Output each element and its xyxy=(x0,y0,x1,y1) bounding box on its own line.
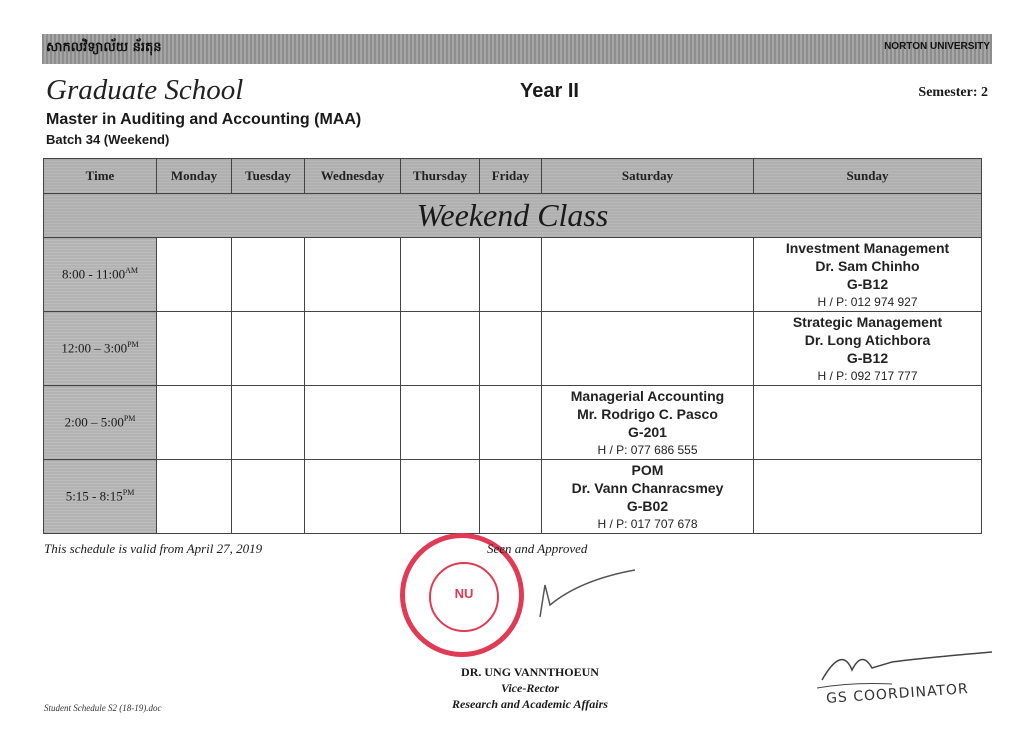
empty-cell xyxy=(232,386,305,460)
lecturer: Mr. Rodrigo C. Pasco xyxy=(577,406,718,422)
phone: H / P: 077 686 555 xyxy=(597,443,698,457)
room: G-B12 xyxy=(846,276,889,292)
course-name: Investment Management xyxy=(785,240,950,256)
time-cell: 12:00 – $3:00^{PM}$ xyxy=(44,312,157,386)
empty-cell xyxy=(232,238,305,312)
empty-cell xyxy=(401,238,480,312)
time-cell: 2:00 – $5:00^{PM}$ xyxy=(44,386,157,460)
header-row xyxy=(44,159,982,194)
course-name: Strategic Management xyxy=(792,314,943,330)
signer-block xyxy=(440,664,620,712)
empty-cell xyxy=(480,238,542,312)
university-name: NORTON UNIVERSITY xyxy=(884,41,990,52)
empty-cell xyxy=(480,312,542,386)
col-wednesday: Wednesday xyxy=(305,159,401,194)
schedule-table xyxy=(43,158,982,534)
col-thursday: Thursday xyxy=(401,159,480,194)
lecturer: Dr. Sam Chinho xyxy=(815,258,920,274)
phone: H / P: 012 974 927 xyxy=(817,295,918,309)
col-monday: Monday xyxy=(157,159,232,194)
course-name: Managerial Accounting xyxy=(570,388,725,404)
table-row xyxy=(44,460,982,534)
empty-cell xyxy=(157,238,232,312)
course-cell xyxy=(754,312,982,386)
empty-cell xyxy=(232,312,305,386)
empty-cell xyxy=(305,386,401,460)
signer-title: Vice-Rector xyxy=(501,681,559,695)
room: G-B02 xyxy=(626,498,669,514)
validity-note: This schedule is valid from April 27, 2019 xyxy=(44,541,263,556)
empty-cell xyxy=(305,238,401,312)
time-cell: 8:00 - $11:00^{AM}$ xyxy=(44,238,157,312)
banner-row xyxy=(44,194,982,238)
course-cell xyxy=(542,460,754,534)
lecturer: Dr. Vann Chanracsmey xyxy=(571,480,724,496)
lecturer: Dr. Long Atichbora xyxy=(804,332,931,348)
batch-label: Batch 34 (Weekend) xyxy=(46,132,170,147)
empty-cell xyxy=(157,460,232,534)
program-title: Master in Auditing and Accounting (MAA) xyxy=(46,111,362,128)
coordinator-label: GS COORDINATOR xyxy=(825,681,970,707)
year-label: Year II xyxy=(520,80,579,102)
empty-cell xyxy=(754,386,982,460)
empty-cell xyxy=(542,312,754,386)
empty-cell xyxy=(754,460,982,534)
header-bar xyxy=(42,34,992,64)
signer-department: Research and Academic Affairs xyxy=(452,697,608,711)
empty-cell xyxy=(305,312,401,386)
signer-name: DR. UNG VANNTHOEUN xyxy=(461,665,599,679)
empty-cell xyxy=(157,386,232,460)
empty-cell xyxy=(401,312,480,386)
room: G-B12 xyxy=(846,350,889,366)
signature-icon xyxy=(520,565,640,620)
room: G-201 xyxy=(628,424,667,440)
empty-cell xyxy=(480,386,542,460)
col-saturday: Saturday xyxy=(542,159,754,194)
table-row xyxy=(44,312,982,386)
empty-cell xyxy=(157,312,232,386)
phone: H / P: 017 707 678 xyxy=(597,517,698,531)
course-cell xyxy=(542,386,754,460)
handwritten-signature xyxy=(812,640,1002,730)
course-cell xyxy=(754,238,982,312)
table-row xyxy=(44,386,982,460)
col-tuesday: Tuesday xyxy=(232,159,305,194)
seal-inner-ring xyxy=(429,562,499,632)
khmer-university-name: សាកលវិទ្យាល័យ ន័រតុន xyxy=(46,40,162,55)
phone: H / P: 092 717 777 xyxy=(817,369,918,383)
school-title: Graduate School xyxy=(46,74,244,106)
col-sunday: Sunday xyxy=(754,159,982,194)
col-friday: Friday xyxy=(480,159,542,194)
seal-logo: NU xyxy=(454,586,474,601)
semester-label: Semester: 2 xyxy=(918,85,988,100)
time-cell: 5:15 - $8:15^{PM}$ xyxy=(44,460,157,534)
weekend-class-banner: Weekend Class xyxy=(44,194,982,238)
col-time: Time xyxy=(44,159,157,194)
empty-cell xyxy=(480,460,542,534)
course-name: POM xyxy=(631,462,664,478)
empty-cell xyxy=(401,460,480,534)
empty-cell xyxy=(305,460,401,534)
coordinator-signature-icon xyxy=(812,640,1002,690)
empty-cell xyxy=(542,238,754,312)
approval-note: Seen and Approved xyxy=(487,541,588,556)
empty-cell xyxy=(401,386,480,460)
table-row xyxy=(44,238,982,312)
document-filename: Student Schedule S2 (18-19).doc xyxy=(44,703,162,713)
empty-cell xyxy=(232,460,305,534)
